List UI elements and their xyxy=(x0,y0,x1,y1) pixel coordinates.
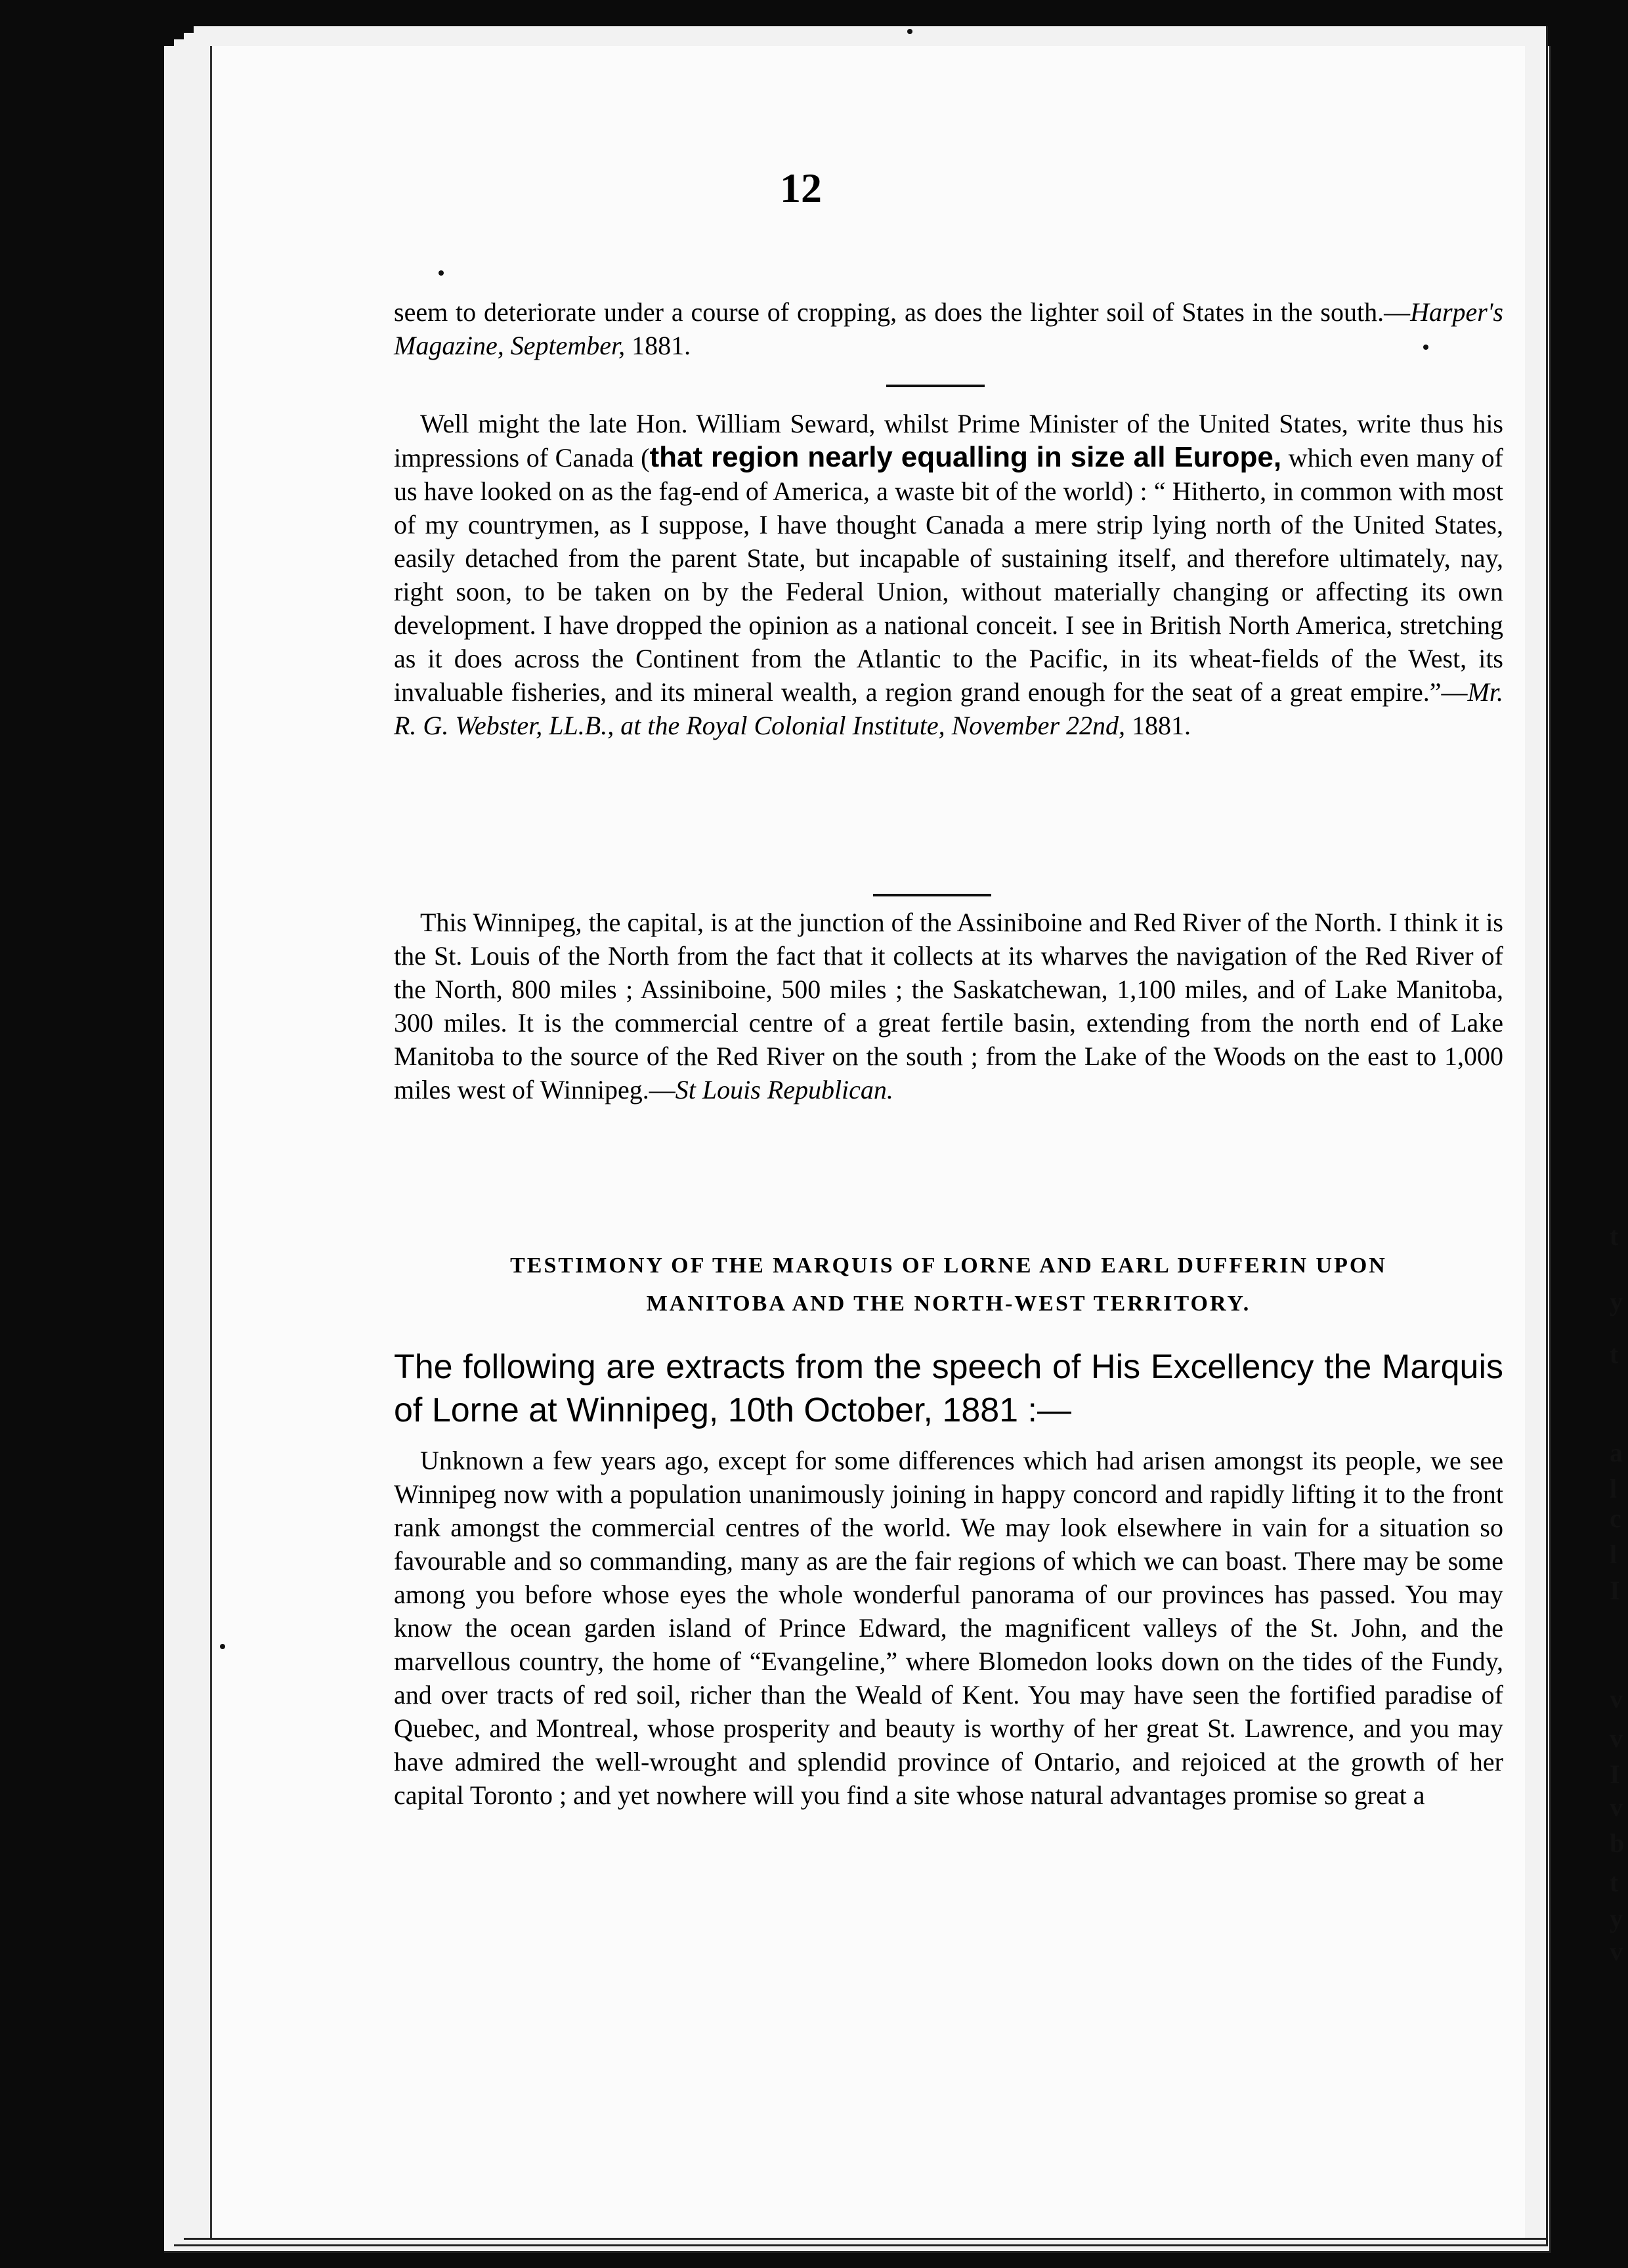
lead-paragraph: The following are extracts from the speech of His Excellency the Marquis of Lorne at Winnipeg, 10th October, 1881 :— xyxy=(394,1348,1503,1429)
citation-year: 1881. xyxy=(625,331,691,360)
margin-letter: y xyxy=(1610,1904,1623,1933)
citation-year: 1881. xyxy=(1125,711,1191,740)
emphasis-text: that region nearly equalling in size all Europe, xyxy=(649,441,1282,473)
scan-speck xyxy=(220,1644,225,1649)
margin-letter: y xyxy=(1610,1287,1623,1316)
margin-letter: l xyxy=(1610,1540,1617,1569)
book-page xyxy=(210,46,1525,2238)
margin-letter: I xyxy=(1610,1576,1620,1605)
paragraph-lorne-speech xyxy=(394,1444,1503,1812)
margin-letter: v xyxy=(1610,1684,1623,1713)
paragraph-winnipeg xyxy=(394,906,1503,1106)
paragraph-text: Unknown a few years ago, except for some differences which had arisen amongst its people, we see Winnipeg now with a population unanimously joining in happy concord and rapidly lifting it to the front rank amongst the commercial centres of the world. We may look elsewhere in vain for a situation so favourable and so commanding, many as are the fair regions of which we can boast. There may be some among you before whose eyes the whole wonderful panorama of our provinces has passed. You may know the ocean garden island of Prince Edward, the magnificent valleys of the St. John, and the marvellous country, the home of “Evangeline,” where Blomedon looks down on the tides of the Fundy, and over tracts of red soil, richer than the Weald of Kent. You may have seen the fortified paradise of Quebec, and Montreal, whose prosperity and beauty is worthy of her great St. Lawrence, and you may have admired the well-wrought and splendid province of Ontario, and rejoiced at the growth of her capital Toronto ; and yet nowhere will you find a site whose natural advantages promise so great a xyxy=(394,1446,1503,1810)
paragraph-text: seem to deteriorate under a course of cropping, as does the lighter soil of States in the south.— xyxy=(394,297,1411,327)
margin-letter: v xyxy=(1610,1723,1623,1753)
section-rule xyxy=(886,385,985,387)
margin-letter: I xyxy=(1610,1759,1620,1789)
margin-letter: v xyxy=(1610,1937,1623,1966)
margin-letter: t xyxy=(1610,1339,1619,1369)
scan-speck xyxy=(907,29,912,34)
margin-letter: b xyxy=(1610,1828,1625,1858)
margin-letter: v xyxy=(1610,1792,1623,1822)
margin-letter: c xyxy=(1610,1503,1621,1533)
paragraph-harpers xyxy=(394,295,1503,362)
citation: St Louis Republican. xyxy=(675,1075,893,1104)
page-number: 12 xyxy=(780,165,822,211)
scan-speck xyxy=(439,270,444,276)
margin-letter: t xyxy=(1610,1221,1619,1251)
paragraph-text: Well might the late Hon. William Seward, whilst Prime Minister of the United States, write thus his impressions of Canada ( xyxy=(394,409,1503,472)
paragraph-text: which even many of us have looked on as the fag-end of America, a waste bit of the world) : “ Hitherto, in common with most of my countrymen, as I suppose, I have thought Canada a mere strip lying north of the United States, easily detached from the parent State, but incapable of sustaining itself, and therefore ultimately, nay, right soon, to be taken on by the Federal Union, without materially changing or affecting its own development. I have dropped the opinion as a national conceit. I see in British North America, stretching as it does across the Continent from the Atlantic to the Pacific, in its wheat-fields of the West, its invaluable fisheries, and its mineral wealth, a region grand enough for the seat of a great empire.”— xyxy=(394,443,1503,707)
margin-letter: l xyxy=(1610,1474,1617,1503)
heading-line: MANITOBA AND THE NORTH-WEST TERRITORY. xyxy=(646,1292,1251,1316)
section-rule xyxy=(873,894,991,896)
citation: Mr. R. G. Webster, LL.B., at the Royal Colonial Institute, November 22nd, xyxy=(394,677,1503,740)
paragraph-text: This Winnipeg, the capital, is at the junction of the Assiniboine and Red River of the North. I think it is the St. Louis of the North from the fact that it collects at its wharves the navigation of the Red River of the North, 800 miles ; Assiniboine, 500 miles ; the Saskatchewan, 1,100 miles, and of Lake Manitoba, 300 miles. It is the commercial centre of a great fertile basin, extending from the north end of Lake Manitoba to the source of the Red River on the south ; from the Lake of the Woods on the east to 1,000 miles west of Winnipeg.— xyxy=(394,908,1503,1104)
margin-letter: t xyxy=(1610,1868,1619,1897)
heading-line: TESTIMONY OF THE MARQUIS OF LORNE AND EARL DUFFERIN UPON xyxy=(510,1253,1387,1278)
margin-letter: a xyxy=(1610,1438,1623,1467)
section-heading xyxy=(394,1247,1503,1323)
citation: Harper's Magazine, September, xyxy=(394,297,1503,360)
paragraph-seward xyxy=(394,407,1503,742)
